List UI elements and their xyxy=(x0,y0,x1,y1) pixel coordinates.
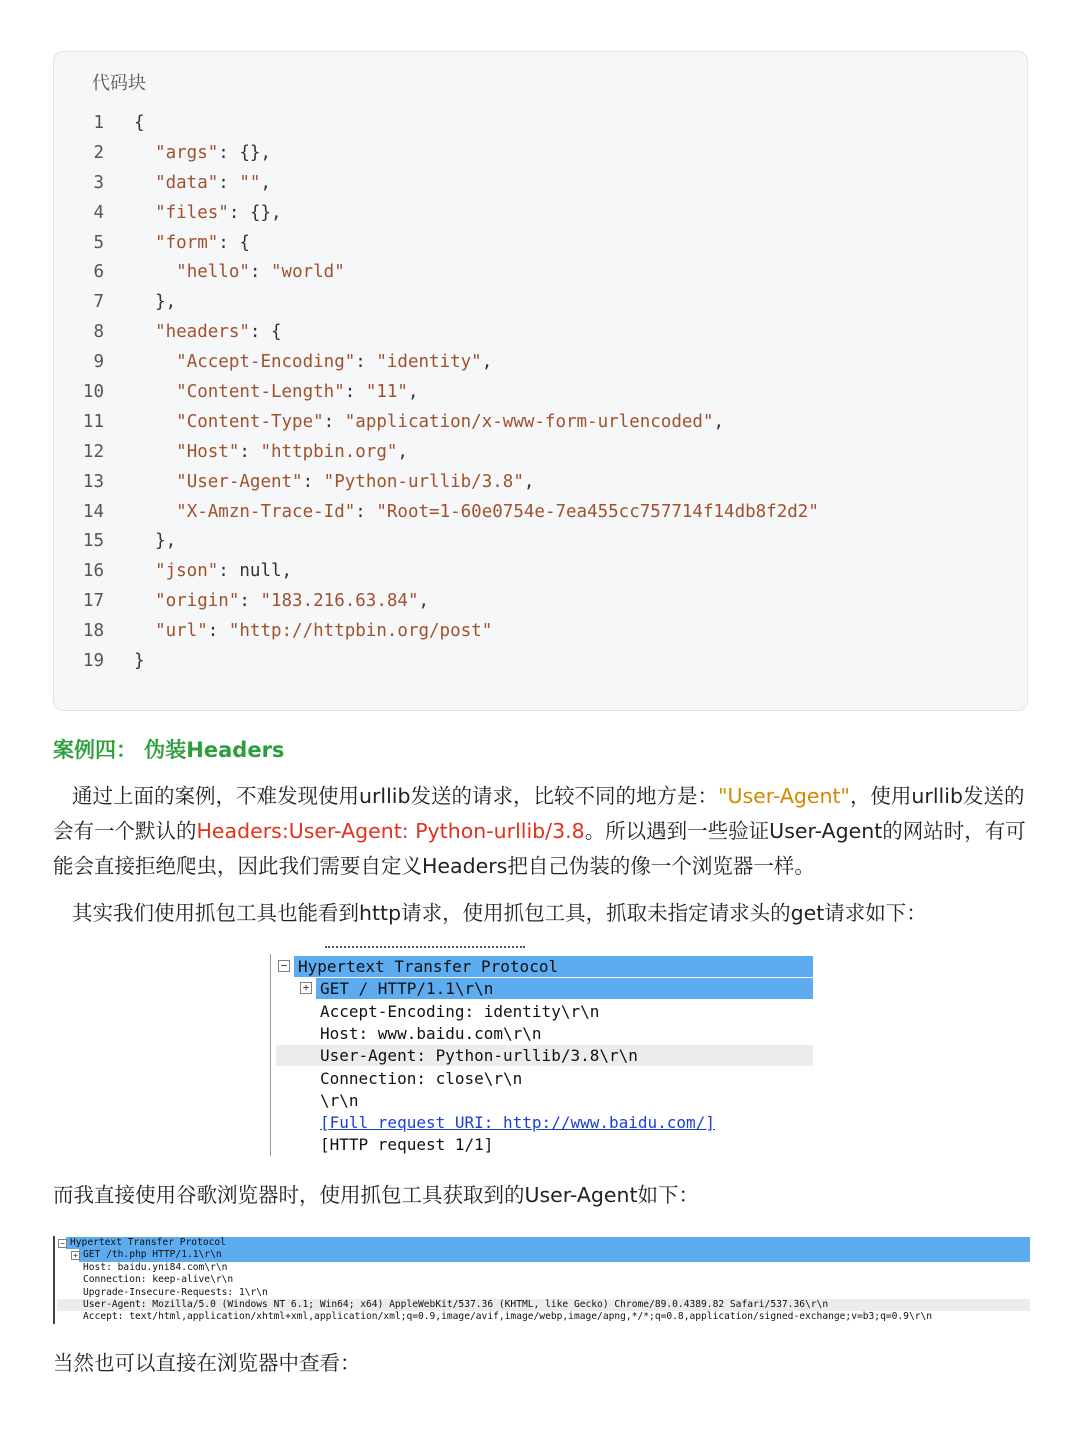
capture-row[interactable] xyxy=(270,1068,813,1089)
code-line xyxy=(54,318,1027,348)
code-token: }, xyxy=(134,292,177,313)
code-token: : xyxy=(207,621,229,642)
paragraph-intro-text-e: 。所以遇到一些验证User-Agent的网站时，有可能会直接拒绝爬虫，因此我们需要自定义Headers把自己伪装的像一个浏览器一样。 xyxy=(53,819,1026,878)
code-token: "application/x-www-form-urlencoded" xyxy=(344,411,714,432)
code-line xyxy=(54,229,1027,259)
capture-row[interactable] xyxy=(53,1311,1030,1323)
capture-row[interactable] xyxy=(270,1045,813,1066)
code-line xyxy=(54,527,1027,557)
line-content xyxy=(134,438,408,468)
line-content xyxy=(134,139,271,169)
code-line xyxy=(54,139,1027,169)
line-number: 3 xyxy=(93,172,104,193)
code-token: } xyxy=(134,651,145,672)
selection-highlight xyxy=(79,1249,1030,1261)
code-token xyxy=(134,382,176,402)
code-token: }, xyxy=(134,531,177,552)
code-block xyxy=(53,51,1028,711)
capture-row[interactable] xyxy=(53,1274,1030,1286)
code-token: : xyxy=(323,411,345,432)
line-number: 18 xyxy=(82,621,104,642)
paragraph-intro-text-c: ，使用urllib发送的会有一个默认的 xyxy=(53,784,1025,843)
code-token: "Python-urllib/3.8" xyxy=(323,471,524,492)
line-number: 17 xyxy=(82,591,104,612)
code-token: "files" xyxy=(155,202,229,223)
line-number: 11 xyxy=(82,411,104,432)
code-token xyxy=(134,621,155,641)
capture-row[interactable] xyxy=(270,956,813,977)
capture-row-text: [HTTP request 1/1] xyxy=(320,1135,494,1155)
line-number: 6 xyxy=(93,262,104,283)
line-content xyxy=(134,647,145,677)
line-content xyxy=(134,468,534,498)
code-token: , xyxy=(523,471,535,492)
capture-row[interactable] xyxy=(270,1112,813,1133)
section-heading: 案例四： 伪装Headers xyxy=(53,738,285,762)
line-content xyxy=(134,408,724,438)
line-number: 2 xyxy=(93,142,104,163)
line-number: 5 xyxy=(93,232,104,253)
capture-row-text: Upgrade-Insecure-Requests: 1\r\n xyxy=(83,1286,268,1298)
code-line xyxy=(54,557,1027,587)
code-token xyxy=(134,262,176,282)
cropped-row-remnant xyxy=(325,946,525,952)
line-content xyxy=(134,348,492,378)
paragraph-intro-text-a: 通过上面的案例，不难发现使用urllib发送的请求，比较不同的地方是： xyxy=(72,784,719,808)
code-line xyxy=(54,498,1027,528)
code-token: : {}, xyxy=(218,142,271,163)
user-agent-highlight: "User-Agent" xyxy=(718,784,850,808)
line-number: 15 xyxy=(82,531,104,552)
code-token: : xyxy=(302,471,324,492)
code-token: : { xyxy=(249,322,282,343)
code-token: "identity" xyxy=(376,352,482,373)
line-content xyxy=(134,258,345,288)
code-token: "Accept-Encoding" xyxy=(176,352,356,373)
line-number: 1 xyxy=(93,113,104,133)
code-token: "Host" xyxy=(176,441,240,462)
line-number: 10 xyxy=(82,382,104,403)
capture-row-text: GET /th.php HTTP/1.1\r\n xyxy=(83,1249,222,1261)
code-line xyxy=(54,199,1027,229)
capture-row-text: Host: baidu.yni84.com\r\n xyxy=(83,1261,228,1273)
capture-row-text: Connection: close\r\n xyxy=(320,1068,523,1088)
code-token: : { xyxy=(218,232,250,253)
code-token: : xyxy=(355,501,377,522)
code-token: "11" xyxy=(365,382,408,403)
code-token: "httpbin.org" xyxy=(260,441,398,462)
line-content xyxy=(134,229,250,259)
code-token: "Content-Type" xyxy=(176,411,324,432)
code-token xyxy=(134,591,155,611)
code-line xyxy=(54,169,1027,199)
line-number: 8 xyxy=(93,322,104,343)
line-content xyxy=(134,109,145,139)
code-token: "X-Amzn-Trace-Id" xyxy=(176,501,356,522)
code-line xyxy=(54,587,1027,617)
paragraph-chrome-intro: 而我直接使用谷歌浏览器时，使用抓包工具获取到的User-Agent如下： xyxy=(53,1183,700,1207)
code-token: "" xyxy=(239,172,261,193)
line-content xyxy=(134,587,429,617)
code-token: "http://httpbin.org/post" xyxy=(228,621,493,642)
code-token: { xyxy=(134,113,145,133)
line-content xyxy=(134,498,819,528)
capture-row[interactable] xyxy=(53,1287,1030,1299)
capture-row-text: User-Agent: Python-urllib/3.8\r\n xyxy=(320,1046,638,1066)
code-token: : xyxy=(355,352,377,373)
code-line xyxy=(54,438,1027,468)
code-token: "url" xyxy=(155,621,208,642)
line-number: 13 xyxy=(82,471,104,492)
code-token: , xyxy=(713,411,725,432)
code-line xyxy=(54,468,1027,498)
line-content xyxy=(134,318,282,348)
code-line xyxy=(54,109,1027,139)
collapse-icon[interactable]: − xyxy=(58,1239,67,1248)
default-headers-highlight: Headers:User-Agent: Python-urllib/3.8 xyxy=(196,819,585,843)
capture-row-text: Accept-Encoding: identity\r\n xyxy=(320,1001,600,1021)
paragraph-capture-intro: 其实我们使用抓包工具也能看到http请求，使用抓包工具，抓取未指定请求头的get请求如下： xyxy=(72,901,927,925)
line-number: 4 xyxy=(93,202,104,223)
capture-row-text: User-Agent: Mozilla/5.0 (Windows NT 6.1; Win64; x64) AppleWebKit/537.36 (KHTML, like Gecko) Chrome/89.0.4389.82 Safari/537.36\r\n xyxy=(83,1299,829,1310)
capture-row[interactable] xyxy=(270,1001,813,1022)
line-content xyxy=(134,288,176,318)
code-token: : xyxy=(344,382,366,403)
code-token: "hello" xyxy=(176,262,250,283)
capture-row-text: Connection: keep-alive\r\n xyxy=(83,1274,234,1286)
code-token: "headers" xyxy=(155,322,250,343)
line-content xyxy=(134,378,419,408)
line-number: 16 xyxy=(82,561,104,582)
capture-row-text: Hypertext Transfer Protocol xyxy=(298,957,559,976)
capture-row-text: Accept: text/html,application/xhtml+xml,application/xml;q=0.9,image/avif,image/webp,image/apng,*/*;q=0.8,application/signed-exchange;v=b3;q=0.9\r\n xyxy=(83,1311,933,1323)
code-token: : xyxy=(218,172,240,193)
code-line xyxy=(54,378,1027,408)
line-number: 19 xyxy=(82,651,104,672)
capture-row[interactable] xyxy=(270,1134,813,1155)
packet-capture-chrome xyxy=(53,1236,1030,1324)
code-line xyxy=(54,258,1027,288)
code-token: : xyxy=(239,441,261,462)
code-token: "183.216.63.84" xyxy=(260,591,419,612)
capture-row-text: \r\n xyxy=(320,1090,359,1110)
capture-row-text: GET / HTTP/1.1\r\n xyxy=(320,979,494,999)
expand-icon[interactable]: + xyxy=(71,1251,80,1260)
code-line xyxy=(54,408,1027,438)
line-content xyxy=(134,199,282,229)
line-number: 12 xyxy=(82,441,104,462)
line-number: 14 xyxy=(82,501,104,522)
paragraph-intro xyxy=(53,779,1028,884)
code-token xyxy=(134,322,155,342)
capture-row[interactable] xyxy=(270,1023,813,1044)
code-token xyxy=(134,502,176,522)
capture-row-text: Host: www.baidu.com\r\n xyxy=(320,1023,542,1043)
code-token xyxy=(134,561,155,581)
code-token: "Root=1-60e0754e-7ea455cc757714f14db8f2d2" xyxy=(376,501,819,522)
code-token: "Content-Length" xyxy=(176,382,345,403)
code-token: "world" xyxy=(271,262,345,283)
code-token: : xyxy=(249,262,271,283)
code-line xyxy=(54,617,1027,647)
capture-row[interactable] xyxy=(53,1249,1030,1261)
line-content xyxy=(134,557,292,587)
code-token: "args" xyxy=(155,142,219,163)
capture-row[interactable] xyxy=(53,1299,1030,1311)
code-block-title: 代码块 xyxy=(92,73,146,94)
code-line xyxy=(54,288,1027,318)
code-token xyxy=(134,143,155,163)
expand-icon[interactable]: + xyxy=(300,982,312,994)
code-token xyxy=(134,173,155,193)
code-token xyxy=(134,352,176,372)
code-token: "form" xyxy=(155,232,219,253)
code-token: , xyxy=(407,382,419,403)
capture-row[interactable] xyxy=(53,1262,1030,1274)
code-lines xyxy=(54,109,1027,677)
code-line xyxy=(54,647,1027,677)
code-token xyxy=(134,412,176,432)
code-line xyxy=(54,348,1027,378)
capture-row[interactable] xyxy=(270,978,813,999)
code-token: : xyxy=(239,591,261,612)
code-token: : {}, xyxy=(228,202,282,223)
code-token xyxy=(134,442,176,462)
capture-row-text: Hypertext Transfer Protocol xyxy=(70,1237,226,1248)
line-content xyxy=(134,169,271,199)
code-token: "json" xyxy=(155,561,219,582)
code-token: : null, xyxy=(218,561,293,582)
code-token: "origin" xyxy=(155,591,240,612)
request-uri-link[interactable]: [Full request URI: http://www.baidu.com/] xyxy=(320,1113,715,1133)
code-token: , xyxy=(418,591,430,612)
code-token xyxy=(134,203,155,223)
code-token: , xyxy=(260,172,271,193)
code-token: "data" xyxy=(155,172,219,193)
line-content xyxy=(134,527,176,557)
paragraph-browser-view: 当然也可以直接在浏览器中查看： xyxy=(53,1351,361,1375)
line-number: 7 xyxy=(93,292,104,313)
line-number: 9 xyxy=(93,352,104,373)
code-token: , xyxy=(481,352,493,373)
code-token xyxy=(134,472,176,492)
capture-row[interactable] xyxy=(270,1090,813,1111)
collapse-icon[interactable]: − xyxy=(278,960,290,972)
code-token xyxy=(134,233,155,253)
packet-capture-urllib xyxy=(270,946,813,1156)
line-content xyxy=(134,617,492,647)
code-token: , xyxy=(397,441,408,462)
code-token: "User-Agent" xyxy=(176,471,303,492)
capture-row[interactable] xyxy=(53,1237,1030,1249)
